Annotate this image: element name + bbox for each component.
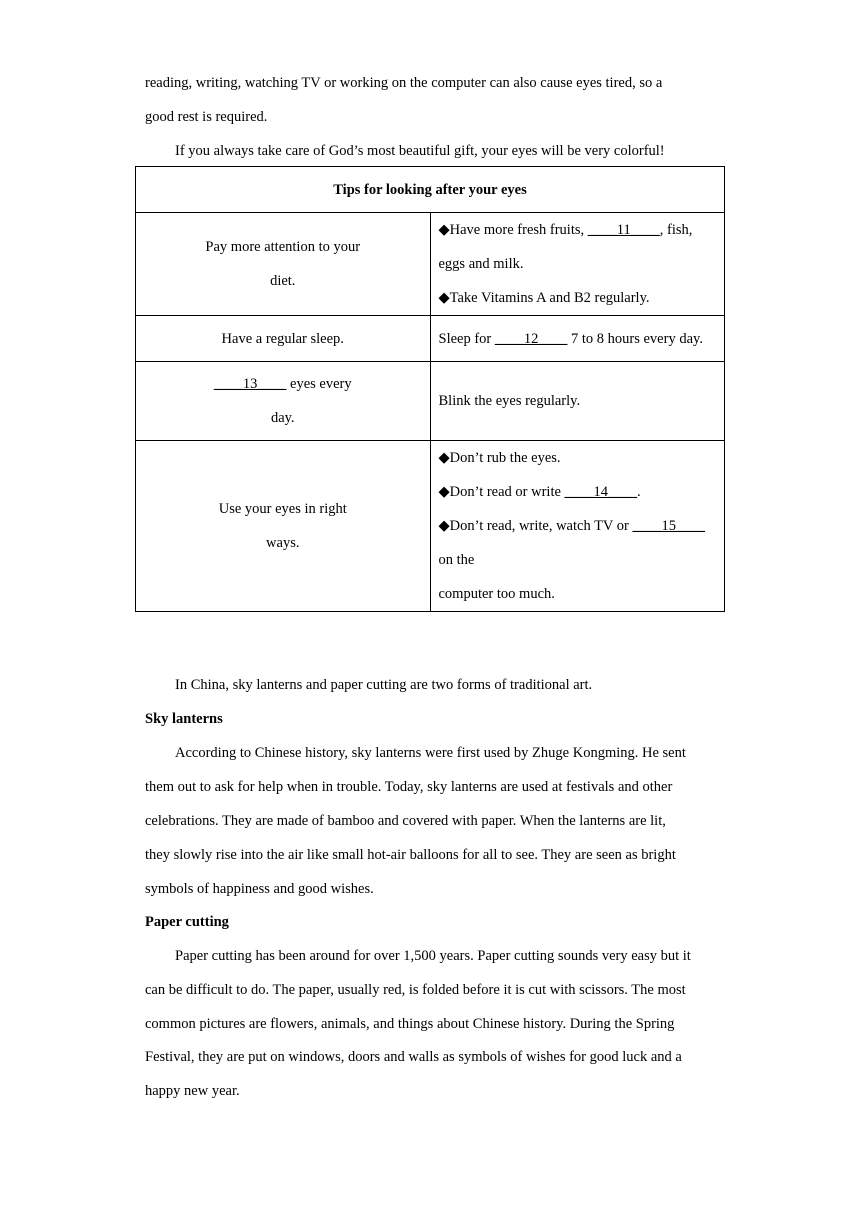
cell-text: on the xyxy=(438,552,475,568)
paragraph-line: celebrations. They are made of bamboo and covered with paper. When the lanterns are lit, xyxy=(145,813,666,829)
cell-text: . xyxy=(637,484,641,500)
table-row xyxy=(136,316,725,362)
paragraph-line: common pictures are flowers, animals, and things about Chinese history. During the Spring xyxy=(145,1016,675,1032)
cell-line xyxy=(439,213,717,281)
blank-15: ____15____ xyxy=(632,518,705,534)
section-heading-sky-lanterns: Sky lanterns xyxy=(145,711,223,727)
table-row xyxy=(136,213,725,316)
cell-text: Pay more attention to your xyxy=(205,239,361,255)
paragraph-line: symbols of happiness and good wishes. xyxy=(145,881,374,897)
blank-12: ____12____ xyxy=(494,330,568,347)
cell-text: Use your eyes in right xyxy=(218,501,347,517)
paragraph-line: they slowly rise into the air like small hot-air balloons for all to see. They are seen as bright xyxy=(145,847,676,863)
cell-text: eyes every xyxy=(286,376,352,392)
intro-line-3: If you always take care of God’s most beautiful gift, your eyes will be very colorful! xyxy=(175,143,665,159)
cell-text: Have a regular sleep. xyxy=(221,330,344,347)
cell-text: ways. xyxy=(266,535,300,551)
paragraph-line: happy new year. xyxy=(145,1083,240,1099)
table-row xyxy=(136,441,725,612)
cell-line xyxy=(439,281,717,315)
cell-line xyxy=(439,509,717,577)
paragraph-line: can be difficult to do. The paper, usually red, is folded before it is cut with scissors. The most xyxy=(145,982,686,998)
cell-text: day. xyxy=(270,410,295,426)
cell-text: Blink the eyes regularly. xyxy=(438,393,581,409)
cell-text: computer too much. xyxy=(438,586,555,602)
table-cell-left xyxy=(136,362,431,441)
cell-text: 7 to 8 hours every day. xyxy=(567,330,703,347)
paragraph-line: Paper cutting has been around for over 1,500 years. Paper cutting sounds very easy but it xyxy=(175,948,691,964)
table-cell-left xyxy=(136,441,431,612)
table-cell-right xyxy=(430,316,725,362)
blank-14: ____14____ xyxy=(564,484,638,500)
cell-text: ◆Don’t read, write, watch TV or xyxy=(438,518,633,534)
passage-intro: In China, sky lanterns and paper cutting are two forms of traditional art. xyxy=(175,677,593,693)
intro-line-1: reading, writing, watching TV or working on the computer can also cause eyes tired, so a xyxy=(145,75,663,91)
cell-text: ◆Don’t read or write xyxy=(438,484,565,500)
table-title: Tips for looking after your eyes xyxy=(136,167,725,213)
blank-11: ____11____ xyxy=(587,222,660,238)
paragraph-line: According to Chinese history, sky lanterns were first used by Zhuge Kongming. He sent xyxy=(175,745,686,761)
table-header-row xyxy=(136,167,725,213)
cell-text: , fish, eggs and milk. xyxy=(438,222,693,272)
table-cell-right xyxy=(430,441,725,612)
table-row xyxy=(136,362,725,441)
table-cell-left xyxy=(136,316,431,362)
table-cell-left xyxy=(136,213,431,316)
cell-text: Sleep for xyxy=(438,330,495,347)
intro-line-2: good rest is required. xyxy=(145,109,268,125)
cell-line xyxy=(144,367,422,401)
cell-line xyxy=(439,475,717,509)
table-cell-right xyxy=(430,362,725,441)
tips-table xyxy=(135,166,725,612)
paragraph-line: them out to ask for help when in trouble. Today, sky lanterns are used at festivals and other xyxy=(145,779,673,795)
section-heading-paper-cutting: Paper cutting xyxy=(145,914,229,930)
paragraph-line: Festival, they are put on windows, doors and walls as symbols of wishes for good luck and a xyxy=(145,1049,682,1065)
table-cell-right xyxy=(430,213,725,316)
cell-text: ◆Have more fresh fruits, xyxy=(438,222,588,238)
cell-text: ◆Take Vitamins A and B2 regularly. xyxy=(438,290,650,306)
cell-text: ◆Don’t rub the eyes. xyxy=(438,450,561,466)
blank-13: ____13____ xyxy=(213,376,287,392)
cell-text: diet. xyxy=(270,273,296,289)
